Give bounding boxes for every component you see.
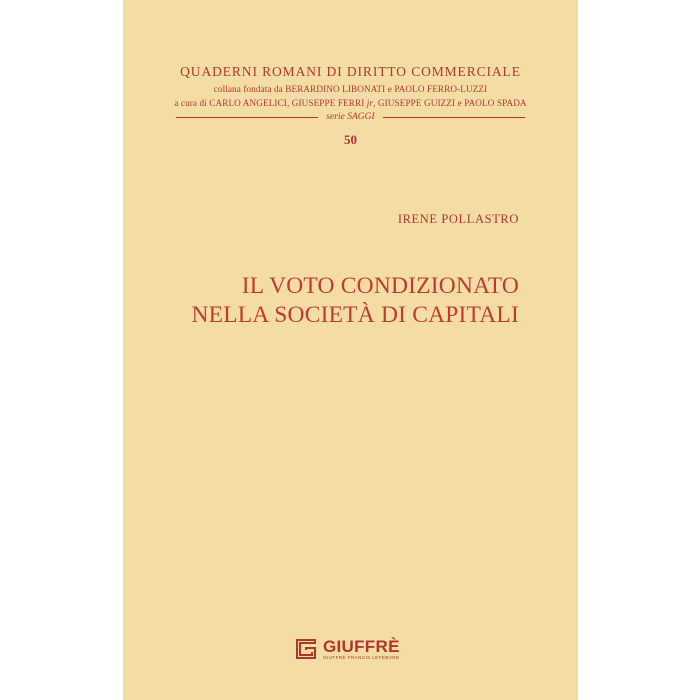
book-cover	[123, 0, 578, 700]
serie-divider	[176, 112, 525, 122]
divider-right	[383, 117, 525, 118]
founder-names-2: PAOLO FERRO-LUZZI	[394, 84, 488, 94]
edited-prefix: a cura di	[174, 98, 207, 108]
series-title: QUADERNI ROMANI DI DIRITTO COMMERCIALE	[180, 64, 521, 79]
editor-names-1: CARLO ANGELICI, GIUSEPPE FERRI	[209, 98, 365, 108]
editors-and: e	[457, 98, 462, 108]
book-title-line-1: IL VOTO CONDIZIONATO	[241, 273, 519, 299]
author-name: IRENE POLLASTRO	[397, 212, 519, 226]
publisher-text	[323, 638, 400, 661]
serie-label: serie SAGGI	[326, 112, 375, 122]
series-number: 50	[344, 132, 357, 147]
series-editors-line	[123, 98, 578, 108]
founder-names: BERARDINO LIBONATI	[285, 84, 386, 94]
publisher-name: GIUFFRÈ	[323, 636, 400, 656]
book-title	[191, 272, 519, 330]
publisher-logo	[294, 637, 400, 661]
editor-names-2: , GIUSEPPE GUIZZI	[373, 98, 456, 108]
giuffre-logo-icon	[294, 637, 318, 661]
series-founders-line	[123, 84, 578, 94]
editor-jr: jr	[366, 98, 374, 108]
founded-prefix: collana fondata da	[213, 84, 283, 94]
founders-and: e	[387, 84, 392, 94]
divider-left	[176, 117, 318, 118]
publisher-tagline: GIUFFRÈ FRANCIS LEFEBVRE	[323, 654, 400, 660]
editor-names-3: PAOLO SPADA	[464, 98, 527, 108]
book-title-line-2: NELLA SOCIETÀ DI CAPITALI	[191, 302, 519, 328]
